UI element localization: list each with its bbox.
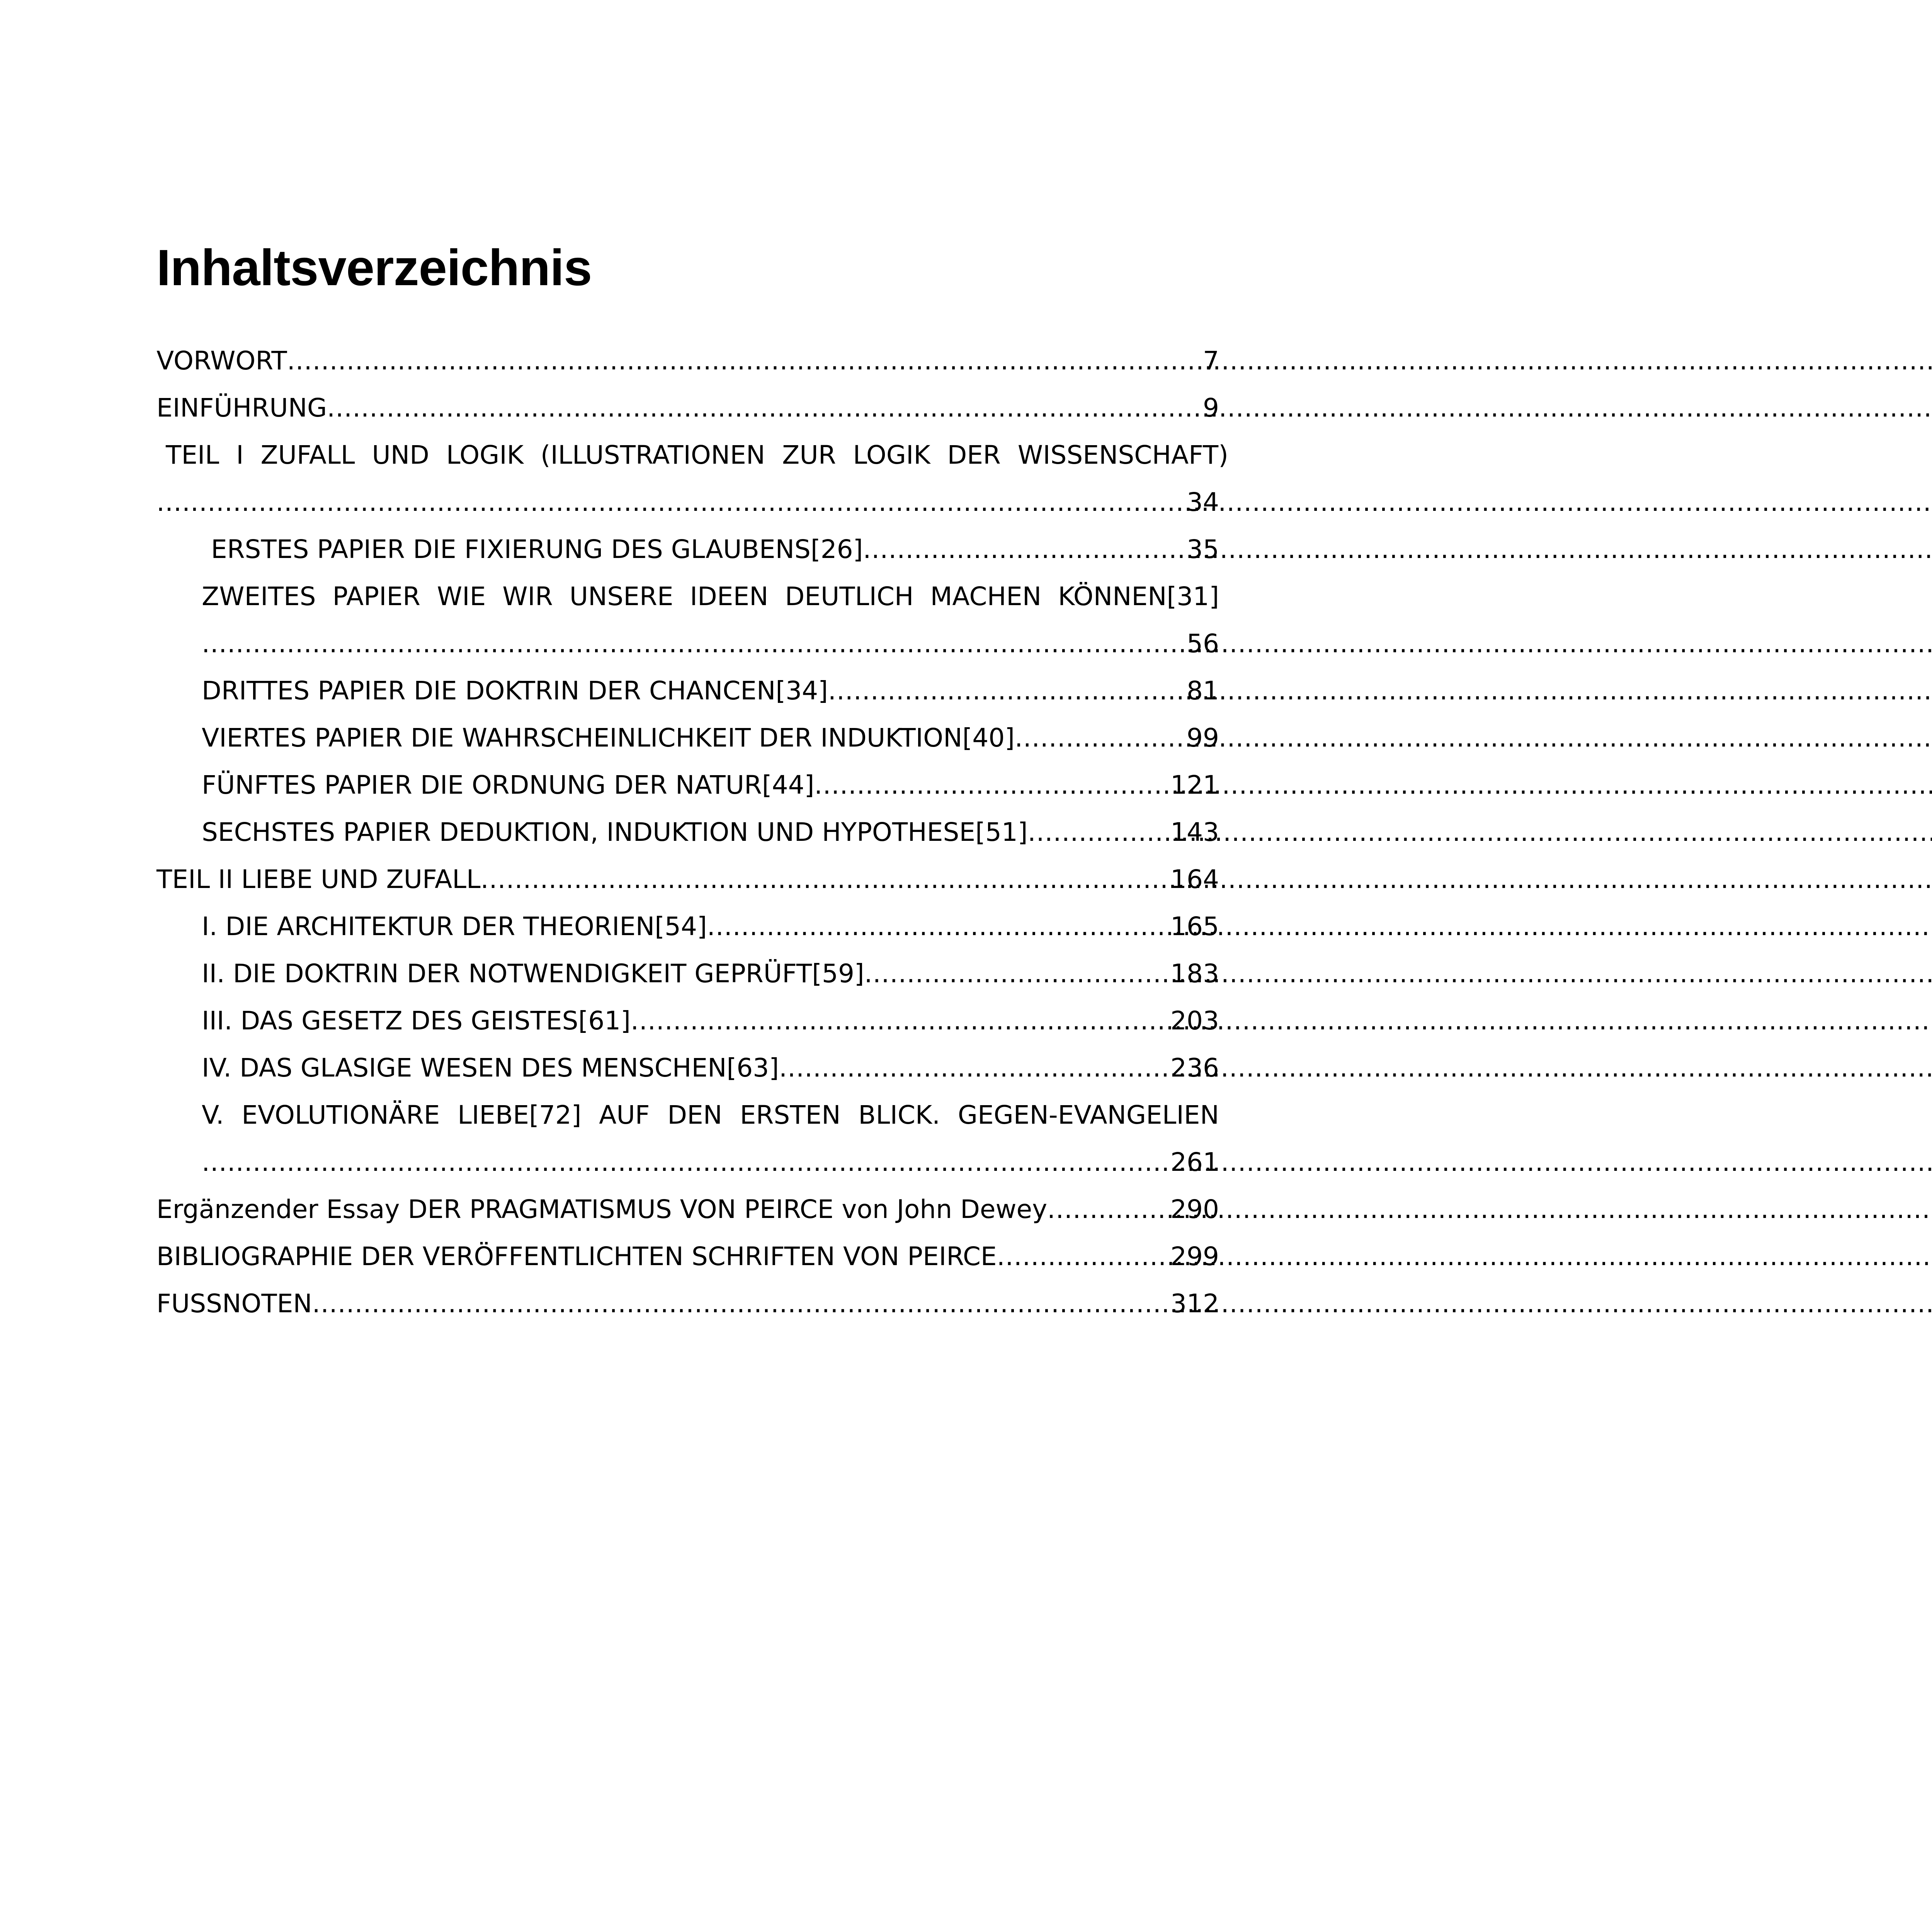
toc-entry-label: TEIL I ZUFALL UND LOGIK (ILLUSTRATIONEN ZUR LOGIK DER WISSENSCHAFT) [166, 440, 1228, 470]
toc-entry-notwendigkeit[interactable] [156, 950, 1219, 997]
toc-page-number: 56 [1187, 629, 1219, 659]
toc-entry-bibliographie[interactable] [156, 1233, 1219, 1280]
toc-entry-label: ZWEITES PAPIER WIE WIR UNSERE IDEEN DEUTLICH MACHEN KÖNNEN[31] [202, 582, 1219, 612]
toc-row [202, 573, 1219, 620]
toc-page-number: 164 [1170, 864, 1219, 895]
toc-page-number: 81 [1187, 676, 1219, 706]
toc-row [211, 526, 1219, 573]
toc-entry-teil-1[interactable] [156, 432, 1228, 526]
toc-page-number: 312 [1170, 1289, 1219, 1319]
toc-entry-label: V. EVOLUTIONÄRE LIEBE[72] AUF DEN ERSTEN BLICK. GEGEN-EVANGELIEN [202, 1100, 1219, 1130]
toc-entry-glasige-wesen[interactable] [156, 1044, 1219, 1092]
toc-row [202, 667, 1219, 714]
dot-leader [327, 384, 1202, 432]
dot-leader [707, 903, 1170, 950]
dot-leader [1028, 809, 1170, 856]
toc-page-number: 183 [1170, 959, 1219, 989]
toc-entry-label: VIERTES PAPIER DIE WAHRSCHEINLICHKEIT DER INDUKTION[40] [202, 723, 1015, 753]
toc-page-number: 165 [1170, 912, 1219, 942]
toc-entry-label: EINFÜHRUNG [156, 393, 327, 423]
toc-entry-label: II. DIE DOKTRIN DER NOTWENDIGKEIT GEPRÜFT[59] [202, 959, 864, 989]
dot-leader [863, 526, 1186, 573]
toc-page-number: 7 [1203, 346, 1219, 376]
toc-page-number: 299 [1170, 1242, 1219, 1272]
toc-entry-zweites-papier[interactable] [156, 573, 1219, 667]
toc-row [202, 997, 1219, 1044]
toc-entry-label: SECHSTES PAPIER DEDUKTION, INDUKTION UND HYPOTHESE[51] [202, 817, 1028, 847]
toc-entry-einfuehrung[interactable] [156, 384, 1219, 432]
toc-row [202, 1044, 1219, 1092]
toc-entry-ergaenzender-essay[interactable] [156, 1186, 1219, 1233]
dot-leader [828, 667, 1186, 714]
dot-leader [864, 950, 1170, 997]
toc-row [156, 856, 1219, 903]
toc-row [202, 714, 1219, 762]
toc-row [156, 1280, 1219, 1327]
toc-row [156, 337, 1219, 384]
toc-row [156, 1186, 1219, 1233]
toc-row [202, 809, 1219, 856]
dot-leader [814, 762, 1170, 809]
toc-entry-label: VORWORT [156, 346, 287, 376]
dot-leader [156, 479, 1186, 526]
toc-entry-fuenftes-papier[interactable] [156, 762, 1219, 809]
toc-row-continuation [202, 1139, 1219, 1186]
toc-entry-drittes-papier[interactable] [156, 667, 1219, 714]
toc-row [202, 1092, 1219, 1139]
toc-page-number: 35 [1187, 534, 1219, 565]
toc-page-number: 290 [1170, 1194, 1219, 1225]
toc-row-continuation [202, 620, 1219, 667]
toc-entry-viertes-papier[interactable] [156, 714, 1219, 762]
toc-entry-label: BIBLIOGRAPHIE DER VERÖFFENTLICHTEN SCHRIFTEN VON PEIRCE [156, 1242, 997, 1272]
toc-entry-label: FÜNFTES PAPIER DIE ORDNUNG DER NATUR[44] [202, 770, 815, 800]
toc-entry-label: TEIL II LIEBE UND ZUFALL [156, 864, 481, 895]
toc-entry-label: IV. DAS GLASIGE WESEN DES MENSCHEN[63] [202, 1053, 779, 1083]
toc-page-number: 143 [1170, 817, 1219, 847]
toc-row [202, 762, 1219, 809]
toc-entry-erstes-papier[interactable] [156, 526, 1219, 573]
toc-page-number: 203 [1170, 1006, 1219, 1036]
dot-leader [779, 1044, 1170, 1092]
document-page [156, 239, 1228, 1327]
toc-page-number: 121 [1170, 770, 1219, 800]
dot-leader [202, 1139, 1170, 1186]
toc-entry-label: ERSTES PAPIER DIE FIXIERUNG DES GLAUBENS[26] [211, 534, 863, 565]
toc-entry-fussnoten[interactable] [156, 1280, 1219, 1327]
table-of-contents [156, 337, 1228, 1327]
toc-row [156, 384, 1219, 432]
toc-entry-label: FUSSNOTEN [156, 1289, 312, 1319]
toc-entry-gesetz-des-geistes[interactable] [156, 997, 1219, 1044]
toc-row [156, 1233, 1219, 1280]
toc-entry-label: I. DIE ARCHITEKTUR DER THEORIEN[54] [202, 912, 707, 942]
dot-leader [1047, 1186, 1170, 1233]
toc-entry-label: Ergänzender Essay DER PRAGMATISMUS VON PEIRCE von John Dewey [156, 1194, 1048, 1225]
toc-page-number: 9 [1203, 393, 1219, 423]
toc-heading: Inhaltsverzeichnis [156, 239, 592, 296]
dot-leader [312, 1280, 1170, 1327]
toc-row [156, 432, 1228, 479]
toc-row-continuation [156, 479, 1219, 526]
dot-leader [287, 337, 1202, 384]
dot-leader [202, 620, 1186, 667]
dot-leader [997, 1233, 1170, 1280]
toc-entry-architektur[interactable] [156, 903, 1219, 950]
toc-row [202, 903, 1219, 950]
toc-entry-sechstes-papier[interactable] [156, 809, 1219, 856]
toc-page-number: 236 [1170, 1053, 1219, 1083]
toc-entry-label: DRITTES PAPIER DIE DOKTRIN DER CHANCEN[34] [202, 676, 828, 706]
toc-entry-teil-2[interactable] [156, 856, 1219, 903]
toc-row [202, 950, 1219, 997]
toc-page-number: 261 [1170, 1147, 1219, 1177]
toc-entry-label: III. DAS GESETZ DES GEISTES[61] [202, 1006, 631, 1036]
dot-leader [631, 997, 1170, 1044]
toc-page-number: 99 [1187, 723, 1219, 753]
toc-page-number: 34 [1187, 487, 1219, 517]
toc-entry-evolutionaere-liebe[interactable] [156, 1092, 1219, 1186]
dot-leader [481, 856, 1170, 903]
dot-leader [1015, 714, 1186, 762]
toc-entry-vorwort[interactable] [156, 337, 1219, 384]
